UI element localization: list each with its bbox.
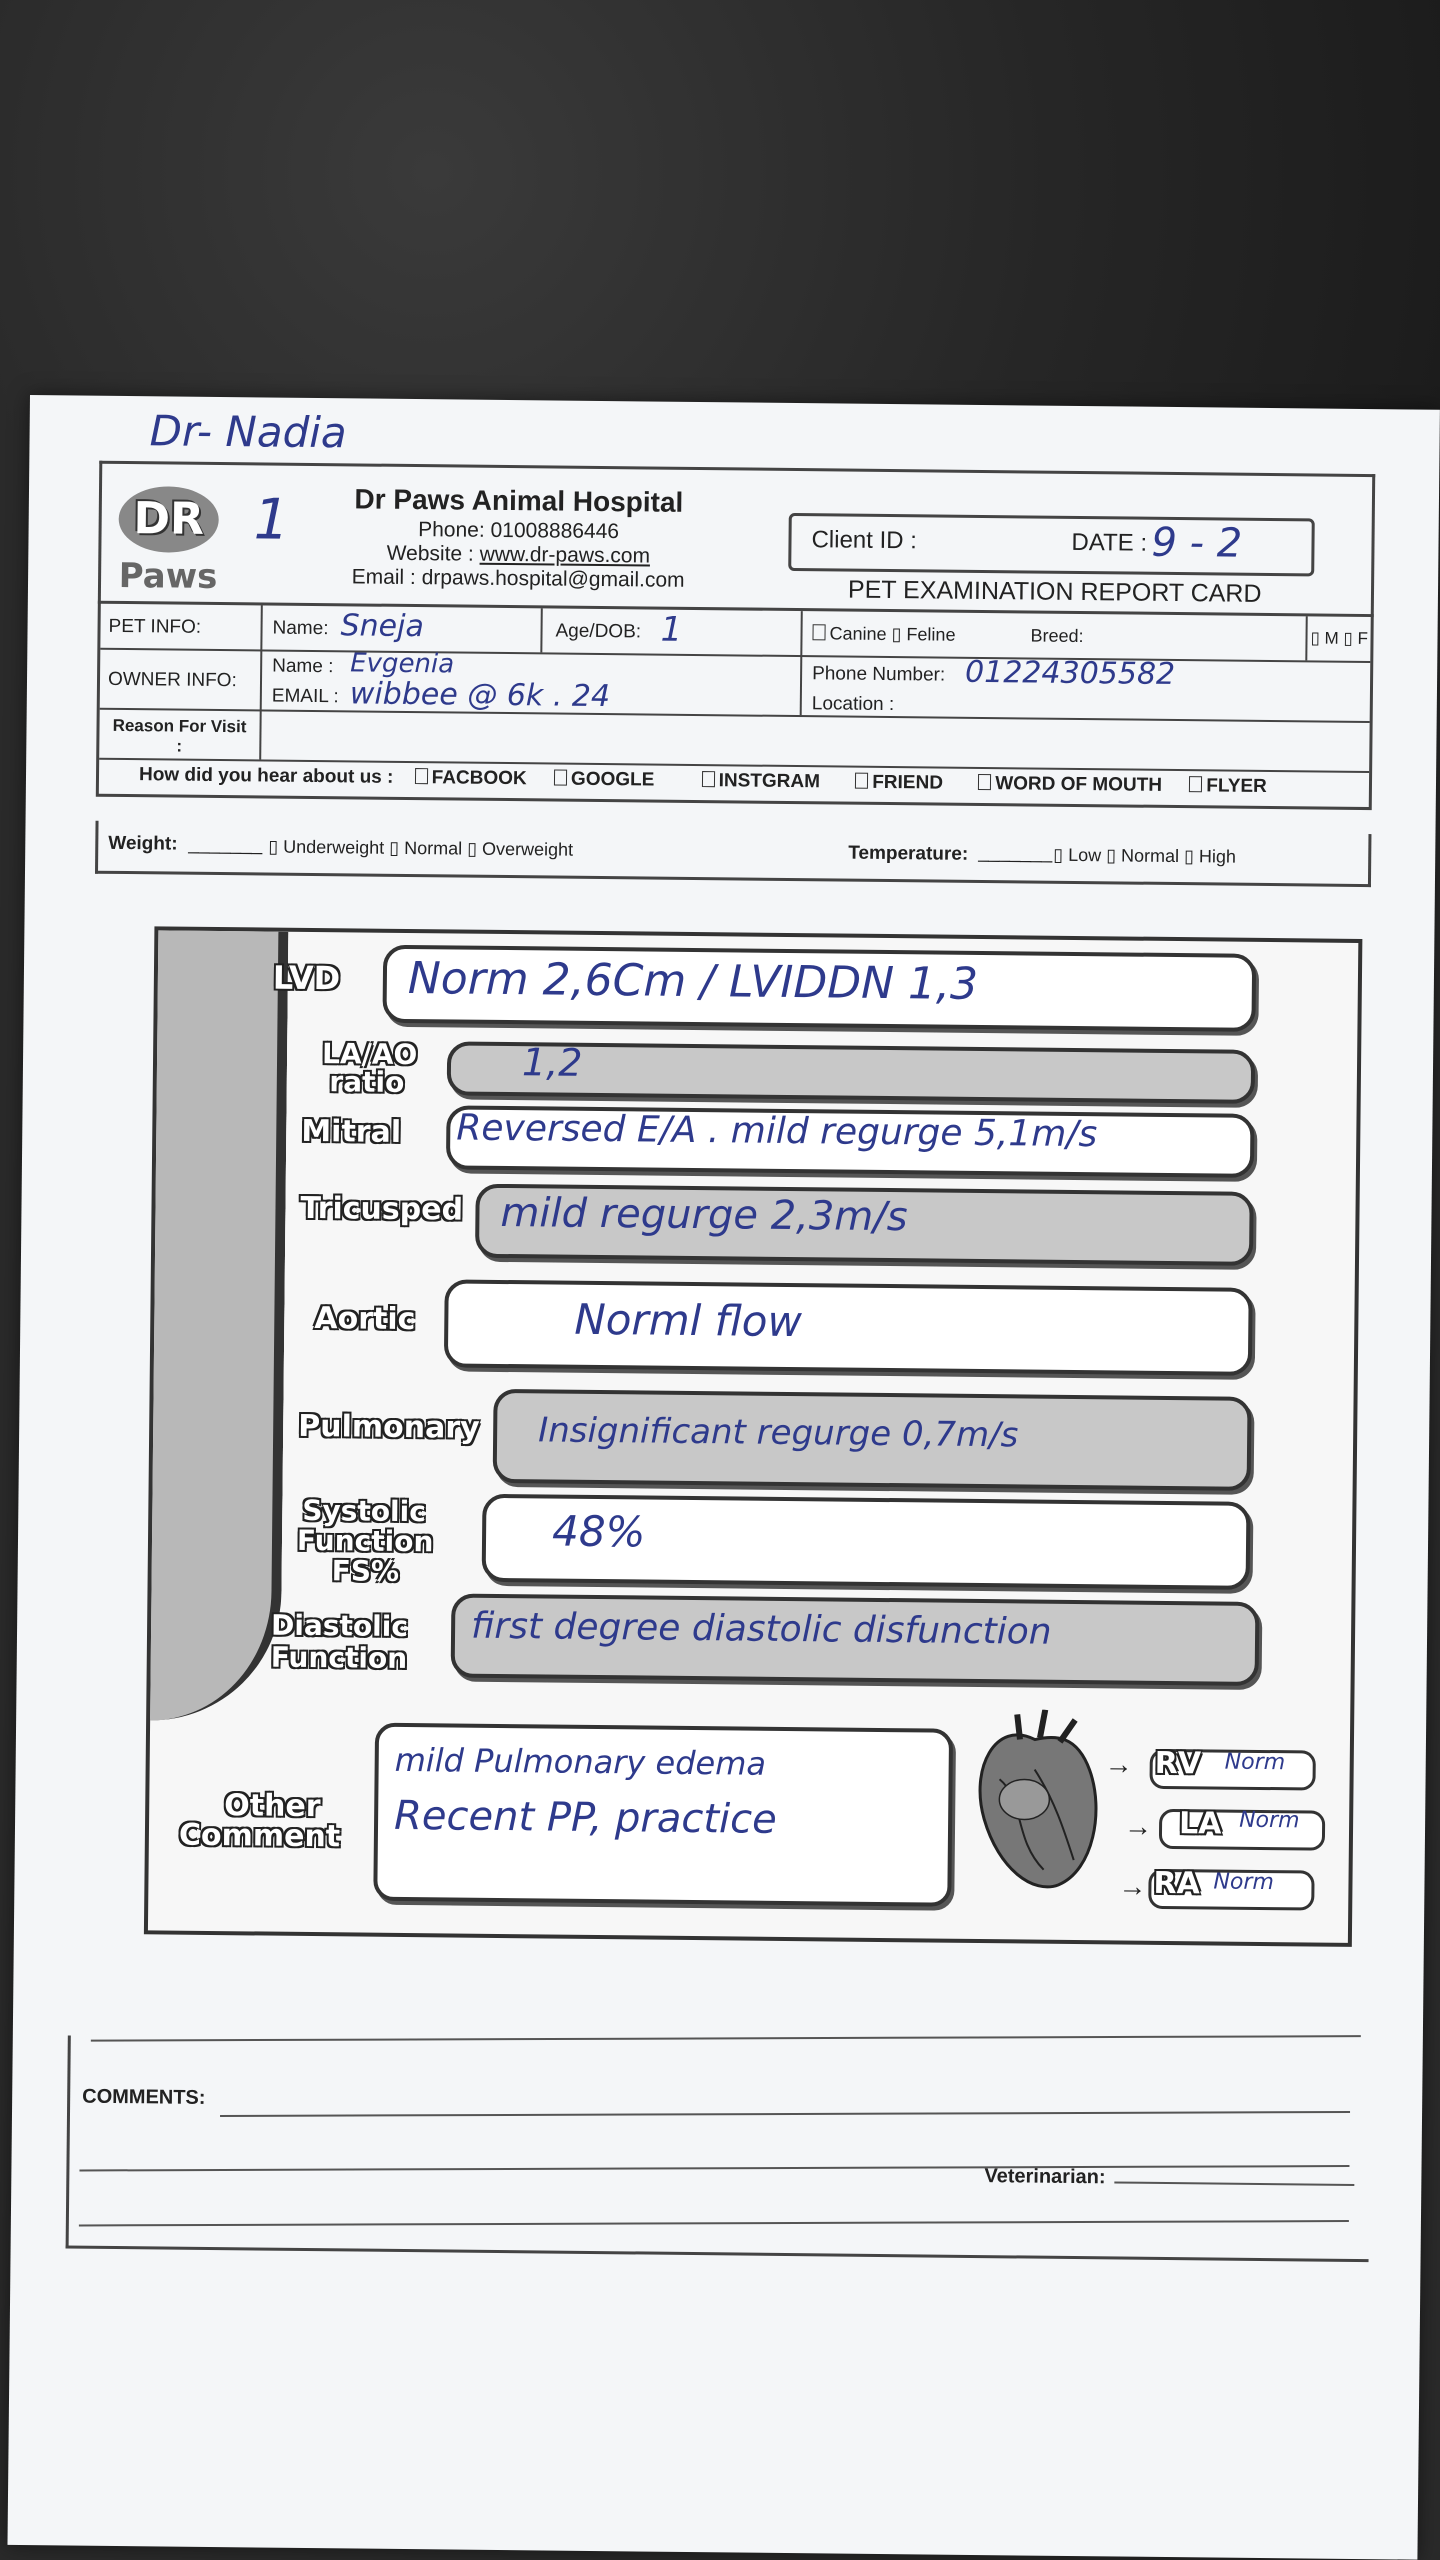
option-label: FACBOOK bbox=[431, 767, 527, 790]
checkbox-icon[interactable] bbox=[812, 624, 825, 640]
pet-info-label: PET INFO: bbox=[108, 615, 202, 638]
option-google[interactable] bbox=[554, 769, 655, 791]
checkbox-icon[interactable] bbox=[978, 774, 991, 790]
la-label: LA bbox=[1178, 1806, 1222, 1842]
veterinarian-signature-line[interactable] bbox=[1114, 2181, 1354, 2186]
option-facebook[interactable] bbox=[415, 767, 527, 789]
diastolic-value: first degree diastolic disfunction bbox=[470, 1605, 1052, 1653]
arrow-icon: → bbox=[1123, 1810, 1153, 1842]
card-title: PET EXAMINATION REPORT CARD bbox=[847, 575, 1262, 608]
comment-line bbox=[79, 2165, 1349, 2171]
rv-label: RV bbox=[1154, 1745, 1202, 1782]
checkbox-icon[interactable] bbox=[1189, 776, 1202, 792]
checkbox-icon[interactable] bbox=[554, 770, 567, 786]
website-link[interactable]: www.dr-paws.com bbox=[479, 542, 651, 568]
hospital-contact bbox=[328, 483, 709, 593]
species-options bbox=[812, 623, 955, 645]
systolic-label: Systolic bbox=[302, 1493, 427, 1529]
diastolic-function-label: Function bbox=[270, 1640, 408, 1676]
checkbox-icon[interactable] bbox=[702, 771, 715, 787]
laao-value: 1,2 bbox=[521, 1040, 583, 1085]
aortic-value: Norml flow bbox=[574, 1294, 803, 1347]
comment-line bbox=[79, 2220, 1349, 2226]
owner-email-label: EMAIL : bbox=[271, 685, 339, 708]
arrow-icon: → bbox=[1104, 1748, 1133, 1780]
option-label: WORD OF MOUTH bbox=[995, 773, 1163, 796]
panel-side-arc bbox=[150, 930, 288, 1721]
ra-value: Norm bbox=[1213, 1869, 1275, 1896]
hospital-email: Email : drpaws.hospital@gmail.com bbox=[351, 565, 685, 592]
owner-email-value: wibbee @ 6k . 24 bbox=[349, 676, 611, 715]
mitral-value: Reversed E/A . mild regurge 5,1m/s bbox=[456, 1107, 1098, 1156]
owner-phone-value: 01224305582 bbox=[964, 654, 1176, 693]
rv-value: Norm bbox=[1224, 1749, 1286, 1776]
owner-info-label: OWNER INFO: bbox=[107, 668, 237, 692]
arrow-icon: → bbox=[1118, 1870, 1147, 1902]
vitals-row bbox=[95, 821, 1371, 887]
option-label: GOOGLE bbox=[570, 768, 655, 791]
temperature-blank: _______ bbox=[978, 841, 1053, 864]
option-label: FRIEND bbox=[872, 771, 944, 794]
tricusped-value: mild regurge 2,3m/s bbox=[500, 1189, 908, 1241]
pet-age-label: Age/DOB: bbox=[555, 620, 642, 643]
other-comment-line2: Recent PP, practice bbox=[393, 1792, 778, 1843]
option-instagram[interactable] bbox=[702, 770, 821, 792]
aortic-label: Aortic bbox=[314, 1301, 416, 1338]
weight-options[interactable]: ▯ Underweight ▯ Normal ▯ Overweight bbox=[268, 836, 574, 860]
temperature-label: Temperature: bbox=[848, 842, 969, 865]
veterinarian-label: Veterinarian: bbox=[984, 2165, 1106, 2189]
laao-label: LA/AO ratio bbox=[321, 1037, 418, 1099]
weight-label: Weight: bbox=[108, 832, 178, 855]
date-value: 9 - 2 bbox=[1151, 519, 1243, 567]
logo-dr-mark: DR bbox=[118, 486, 219, 553]
date-label: DATE : bbox=[1071, 528, 1148, 557]
client-id-label: Client ID : bbox=[811, 526, 918, 555]
species-text: Canine ▯ Feline bbox=[829, 623, 956, 645]
pulmonary-label: Pulmonary bbox=[298, 1408, 480, 1446]
doctor-note: Dr- Nadia bbox=[149, 406, 347, 458]
pulmonary-value: Insignificant regurge 0,7m/s bbox=[537, 1410, 1019, 1456]
comments-label[interactable]: COMMENTS: bbox=[82, 2085, 206, 2109]
tricusped-label: Tricusped bbox=[300, 1190, 464, 1228]
weight-blank: _______ bbox=[188, 833, 263, 856]
dr-paws-logo bbox=[113, 486, 224, 597]
diastolic-label: Diastolic bbox=[270, 1608, 409, 1644]
option-label: INSTGRAM bbox=[718, 770, 821, 793]
fs-percent-label: FS% bbox=[331, 1554, 400, 1588]
sex-options: ▯ M ▯ F bbox=[1310, 628, 1369, 649]
pet-name-value: Sneja bbox=[340, 608, 425, 645]
checkbox-icon[interactable] bbox=[415, 768, 428, 784]
option-flyer[interactable] bbox=[1189, 775, 1267, 797]
table-surface bbox=[0, 0, 1440, 430]
systolic-value: 48% bbox=[551, 1506, 646, 1557]
exam-report-sheet bbox=[7, 395, 1439, 2560]
hospital-name: Dr Paws Animal Hospital bbox=[354, 483, 684, 518]
info-table bbox=[96, 601, 1374, 810]
checkbox-icon[interactable] bbox=[855, 773, 868, 789]
temperature-options[interactable]: ▯ Low ▯ Normal ▯ High bbox=[1053, 844, 1237, 867]
hospital-phone: Phone: 01008886446 bbox=[418, 518, 620, 544]
heart-icon bbox=[963, 1709, 1105, 1900]
mitral-label: Mitral bbox=[301, 1113, 402, 1150]
other-label: Other bbox=[224, 1788, 321, 1825]
lvd-label: LVD bbox=[272, 958, 341, 998]
other-comment-line1: mild Pulmonary edema bbox=[394, 1740, 767, 1783]
systolic-function-label: Function bbox=[296, 1523, 434, 1559]
website-label: Website : bbox=[386, 541, 480, 566]
lvd-value: Norm 2,6Cm / LVIDDN 1,3 bbox=[407, 952, 979, 1010]
client-date-box bbox=[788, 513, 1315, 577]
aortic-field[interactable] bbox=[444, 1279, 1253, 1375]
option-word-of-mouth[interactable] bbox=[978, 773, 1162, 796]
breed-label: Breed: bbox=[1030, 625, 1084, 647]
echo-panel bbox=[144, 926, 1362, 1947]
option-friend[interactable] bbox=[855, 772, 943, 794]
pet-age-value: 1 bbox=[660, 609, 683, 650]
comments-section bbox=[66, 2035, 1371, 2262]
owner-name-value: Evgenia bbox=[350, 648, 455, 680]
hear-about-label: How did you hear about us : bbox=[138, 764, 394, 788]
owner-name-label: Name : bbox=[272, 655, 334, 678]
comment-line bbox=[220, 2111, 1350, 2117]
logo-paws-text: Paws bbox=[118, 555, 218, 597]
logo-handwritten-number: 1 bbox=[253, 487, 290, 553]
comment-label: Comment bbox=[178, 1817, 341, 1855]
pet-name-label: Name: bbox=[272, 617, 329, 640]
reason-label: Reason For Visit : bbox=[112, 715, 247, 756]
la-value: Norm bbox=[1239, 1807, 1300, 1834]
comment-line bbox=[91, 2035, 1361, 2041]
owner-location-label: Location : bbox=[811, 693, 895, 716]
ra-label: RA bbox=[1153, 1865, 1200, 1902]
owner-phone-label: Phone Number: bbox=[812, 663, 946, 686]
option-label: FLYER bbox=[1206, 775, 1267, 797]
